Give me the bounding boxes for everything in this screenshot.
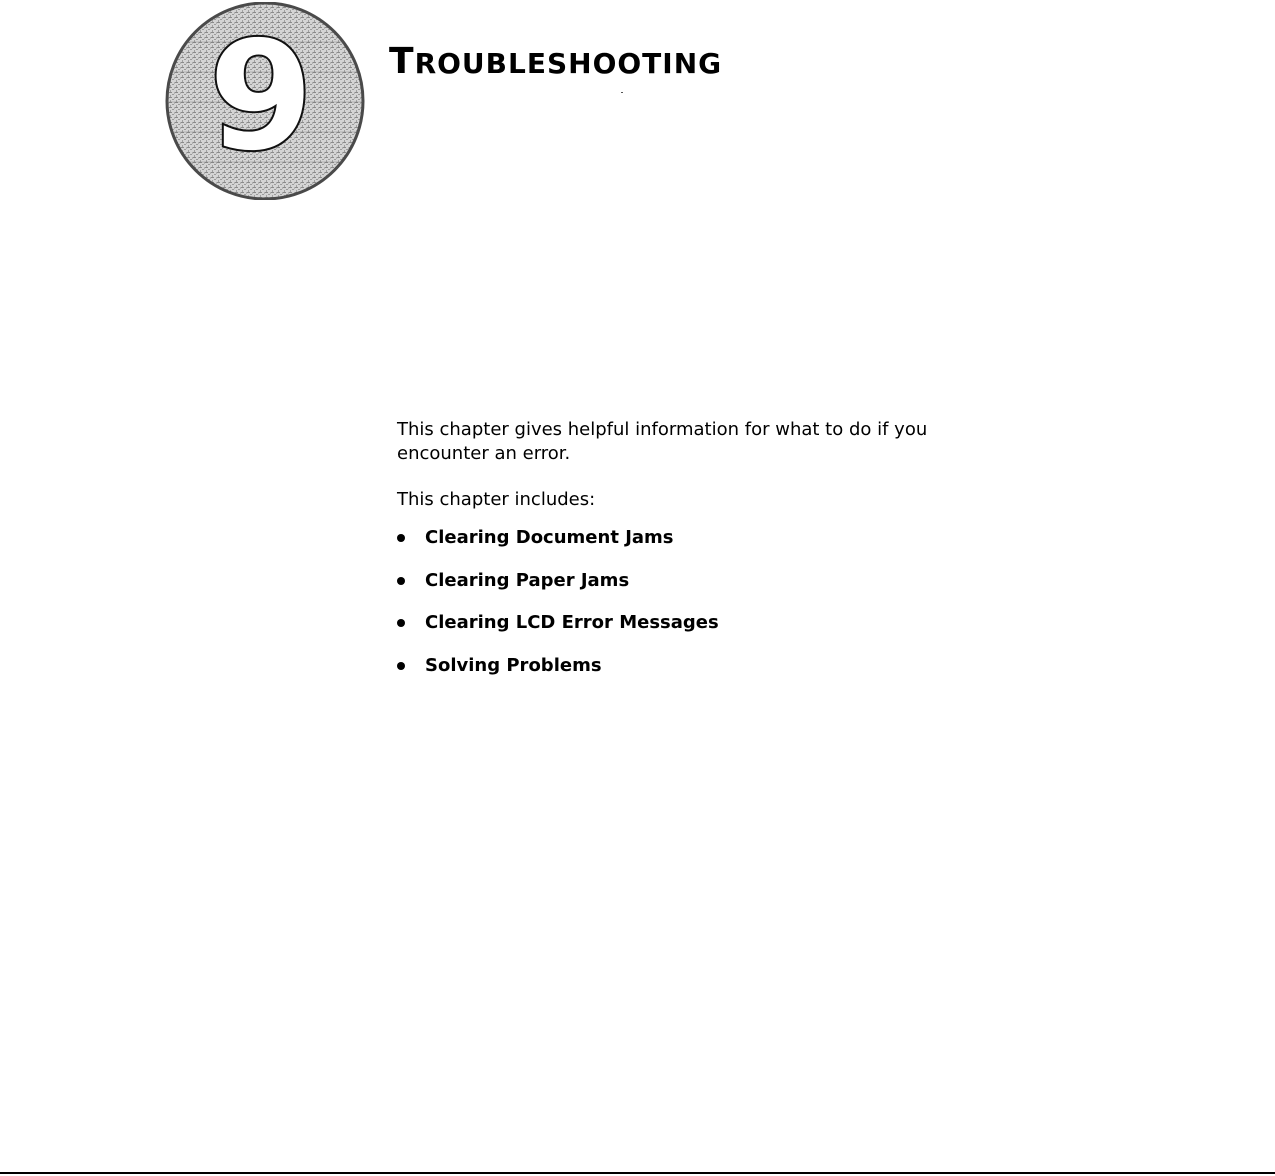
list-item: [397, 526, 957, 569]
chapter-title: [389, 40, 722, 86]
intro-paragraph: This chapter gives helpful information for what to do if you encounter an error.: [397, 419, 928, 464]
chapter-intro: [397, 418, 957, 696]
topic-clearing-document-jams: Clearing Document Jams: [425, 527, 674, 548]
bullet-icon: [397, 534, 405, 542]
list-item: [397, 611, 957, 654]
topic-solving-problems: Solving Problems: [425, 654, 602, 676]
bullet-icon: [397, 577, 405, 585]
bullet-icon: [397, 619, 405, 627]
chapter-title-initial: T: [389, 41, 415, 82]
page-bottom-rule: [0, 1172, 1275, 1174]
scan-speck: [621, 92, 623, 93]
list-item: [397, 654, 957, 697]
topic-clearing-lcd-error-messages: Clearing LCD Error Messages: [425, 612, 719, 633]
includes-label: This chapter includes:: [397, 489, 596, 510]
chapter-title-rest: ROUBLESHOOTING: [414, 47, 723, 80]
list-item: [397, 569, 957, 612]
chapter-number: 9: [208, 10, 314, 184]
topic-list: [397, 526, 957, 696]
chapter-number-badge: [163, 2, 367, 200]
bullet-icon: [397, 662, 405, 670]
topic-clearing-paper-jams: Clearing Paper Jams: [425, 569, 630, 591]
